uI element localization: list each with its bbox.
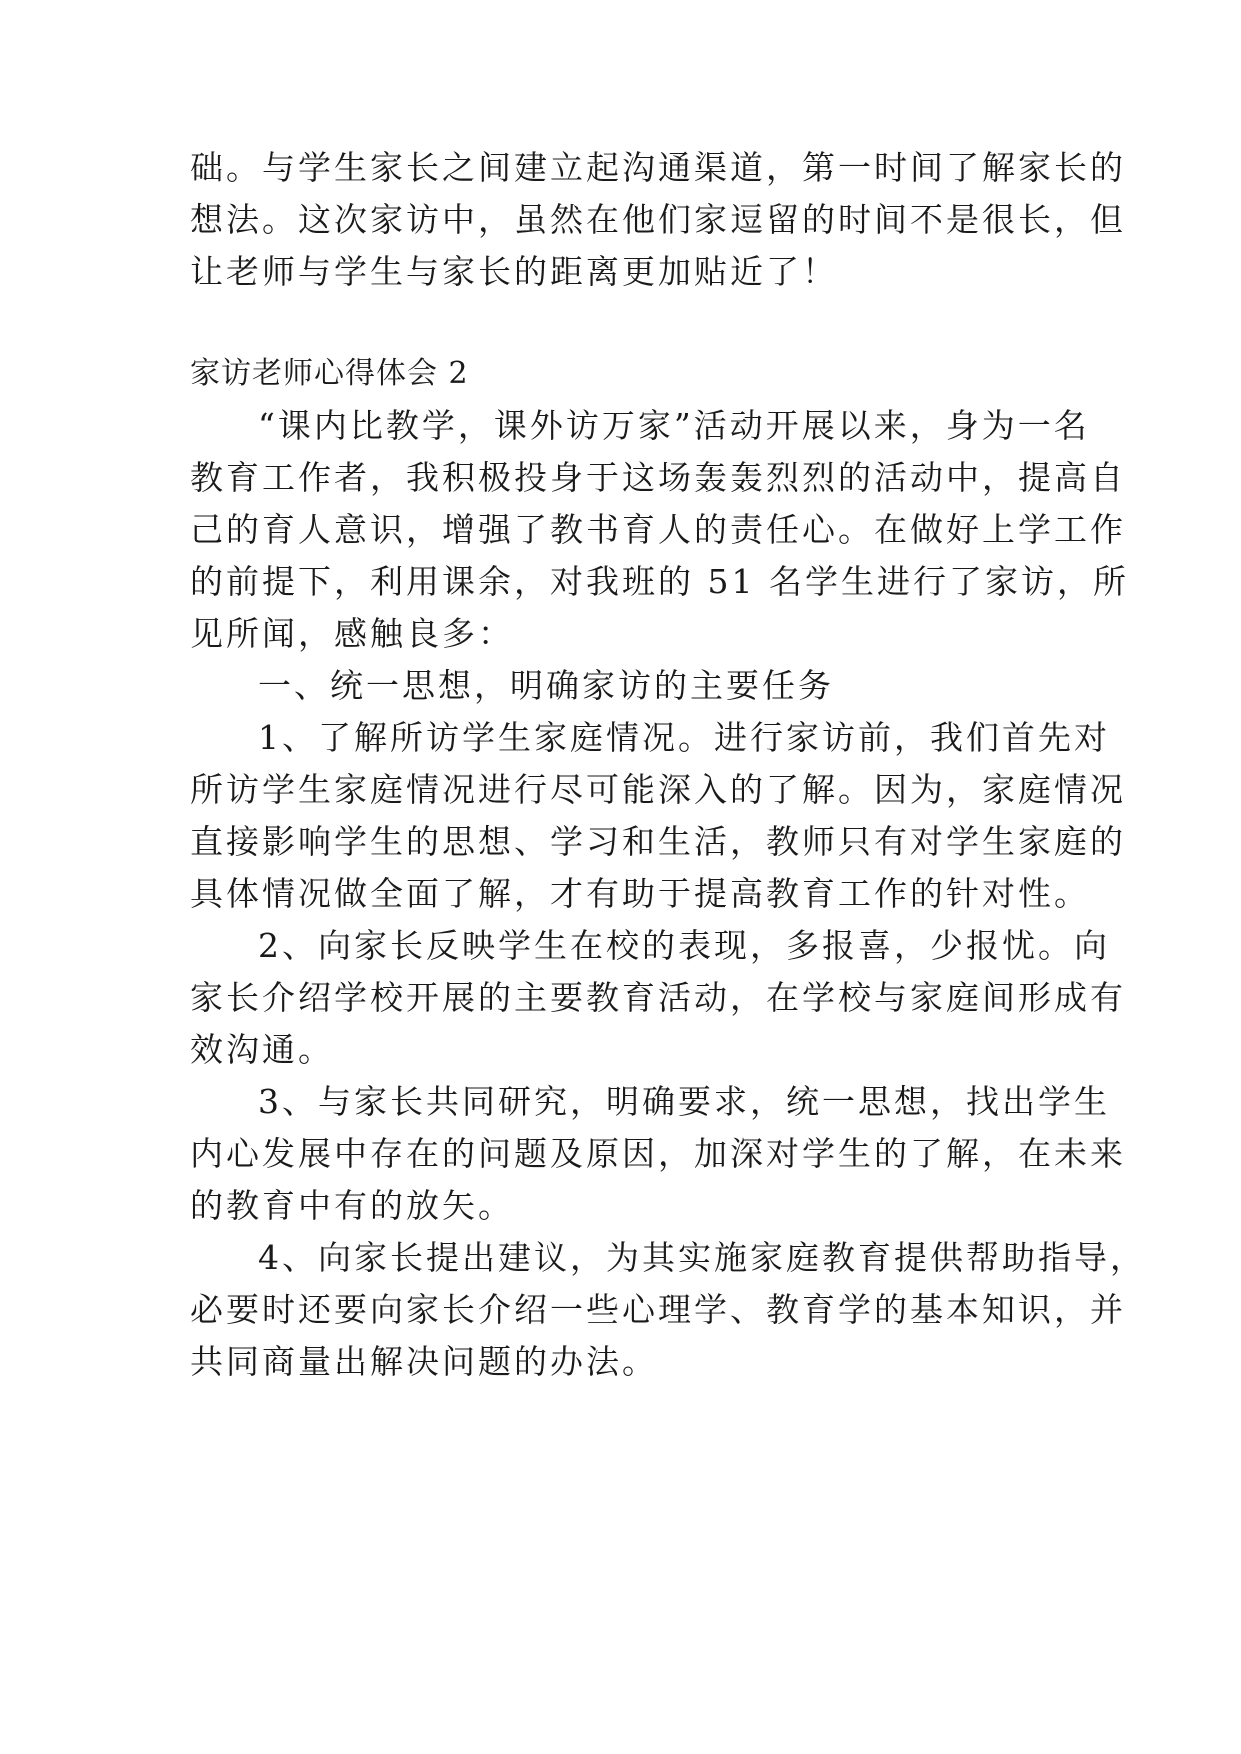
list-item-line: 直接影响学生的思想、学习和生活，教师只有对学生家庭的: [190, 822, 1126, 861]
list-item-line: 家长介绍学校开展的主要教育活动，在学校与家庭间形成有: [190, 978, 1126, 1017]
intro-line: 础。与学生家长之间建立起沟通渠道，第一时间了解家长的: [190, 148, 1126, 187]
list-item-line: 2、向家长反映学生在校的表现，多报喜，少报忧。向: [258, 926, 1110, 965]
paragraph-line: 教育工作者，我积极投身于这场轰轰烈烈的活动中，提高自: [190, 458, 1126, 497]
list-item-line: 效沟通。: [190, 1030, 334, 1069]
list-item-line: 1、了解所访学生家庭情况。进行家访前，我们首先对: [258, 718, 1110, 757]
subheading: 一、统一思想，明确家访的主要任务: [258, 666, 834, 705]
paragraph-line: “课内比教学，课外访万家”活动开展以来，身为一名: [258, 406, 1090, 445]
paragraph-line: 己的育人意识，增强了教书育人的责任心。在做好上学工作: [190, 510, 1126, 549]
list-item-line: 所访学生家庭情况进行尽可能深入的了解。因为，家庭情况: [190, 770, 1126, 809]
list-item-line: 的教育中有的放矢。: [190, 1186, 514, 1225]
section-title: 家访老师心得体会 2: [190, 356, 469, 391]
intro-line: 让老师与学生与家长的距离更加贴近了！: [190, 252, 838, 291]
intro-line: 想法。这次家访中，虽然在他们家逗留的时间不是很长，但: [190, 200, 1126, 239]
paragraph-line: 的前提下，利用课余，对我班的 51 名学生进行了家访，所: [190, 562, 1129, 601]
list-item-line: 具体情况做全面了解，才有助于提高教育工作的针对性。: [190, 874, 1090, 913]
list-item-line: 共同商量出解决问题的办法。: [190, 1342, 658, 1381]
list-item-line: 必要时还要向家长介绍一些心理学、教育学的基本知识，并: [190, 1290, 1126, 1329]
paragraph-line: 见所闻，感触良多：: [190, 614, 514, 653]
list-item-line: 3、与家长共同研究，明确要求，统一思想，找出学生: [258, 1082, 1110, 1121]
list-item-line: 内心发展中存在的问题及原因，加深对学生的了解，在未来: [190, 1134, 1126, 1173]
list-item-line: 4、向家长提出建议，为其实施家庭教育提供帮助指导，: [258, 1238, 1146, 1277]
